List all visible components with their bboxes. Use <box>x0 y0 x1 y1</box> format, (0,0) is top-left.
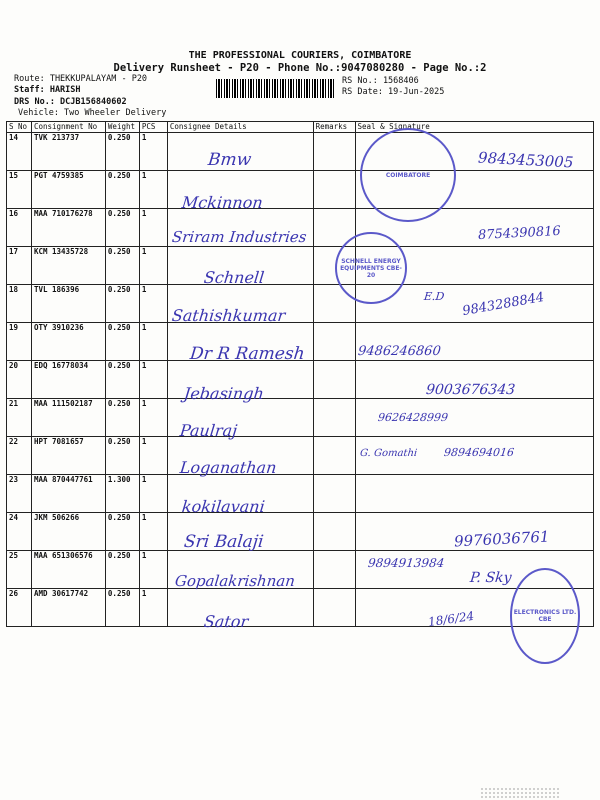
row-sno: 17 <box>7 247 32 285</box>
row-remarks <box>313 361 355 399</box>
drs-number: DRS No.: DCJB156840602 <box>14 97 127 107</box>
row-pcs: 1 <box>139 513 167 551</box>
row-weight: 0.250 <box>105 133 139 171</box>
row-weight: 0.250 <box>105 513 139 551</box>
row-weight: 1.300 <box>105 475 139 513</box>
row-remarks <box>313 475 355 513</box>
row-pcs: 1 <box>139 589 167 627</box>
row-weight: 0.250 <box>105 209 139 247</box>
row-remarks <box>313 437 355 475</box>
rs-number: RS No.: 1568406 <box>342 76 419 86</box>
row-weight: 0.250 <box>105 171 139 209</box>
handwritten-name: Mckinnon <box>181 193 264 212</box>
row-consignment: KCM 13435728 <box>31 247 105 285</box>
row-pcs: 1 <box>139 171 167 209</box>
handwritten-phone: 9626428999 <box>377 411 449 424</box>
table-row <box>7 399 594 437</box>
handwritten-name: Sator <box>203 612 250 631</box>
col-consignee: Consignee Details <box>167 122 313 133</box>
row-signature <box>355 475 593 513</box>
row-sno: 19 <box>7 323 32 361</box>
table-row <box>7 589 594 627</box>
handwritten-phone: 9894913984 <box>367 556 446 570</box>
row-weight: 0.250 <box>105 361 139 399</box>
handwritten-phone: 9486246860 <box>357 344 442 359</box>
row-pcs: 1 <box>139 399 167 437</box>
row-pcs: 1 <box>139 437 167 475</box>
row-consignment: HPT 7081657 <box>31 437 105 475</box>
row-weight: 0.250 <box>105 247 139 285</box>
row-remarks <box>313 171 355 209</box>
row-pcs: 1 <box>139 475 167 513</box>
row-pcs: 1 <box>139 209 167 247</box>
row-remarks <box>313 513 355 551</box>
rs-date: RS Date: 19-Jun-2025 <box>342 87 445 97</box>
row-pcs: 1 <box>139 133 167 171</box>
handwritten-name: Gopalakrishnan <box>174 572 296 590</box>
row-pcs: 1 <box>139 247 167 285</box>
row-weight: 0.250 <box>105 589 139 627</box>
row-sno: 21 <box>7 399 32 437</box>
col-sno: S No <box>7 122 32 133</box>
row-consignment: MAA 710176278 <box>31 209 105 247</box>
row-sno: 23 <box>7 475 32 513</box>
col-weight: Weight <box>105 122 139 133</box>
row-sno: 15 <box>7 171 32 209</box>
handwritten-phone: 9843288844 <box>461 289 546 320</box>
row-weight: 0.250 <box>105 323 139 361</box>
row-sno: 14 <box>7 133 32 171</box>
route-info: Route: THEKKUPALAYAM - P20 <box>14 74 148 84</box>
handwritten-signature: G. Gomathi <box>359 448 418 459</box>
handwritten-name: Jebasingh <box>183 384 265 403</box>
handwritten-phone: 9003676343 <box>425 382 516 398</box>
col-consignment: Consignment No <box>31 122 105 133</box>
row-consignment: TVK 213737 <box>31 133 105 171</box>
row-consignment: MAA 111502187 <box>31 399 105 437</box>
row-remarks <box>313 399 355 437</box>
handwritten-name: Bmw <box>206 150 253 170</box>
table-row <box>7 171 594 209</box>
company-title: THE PROFESSIONAL COURIERS, COIMBATORE <box>188 50 412 61</box>
handwritten-phone: 9843453005 <box>477 148 574 172</box>
handwritten-name: Dr R Ramesh <box>188 344 306 364</box>
handwritten-phone: 9976036761 <box>453 527 550 551</box>
barcode-image <box>216 79 334 98</box>
handwritten-signature: E.D <box>423 290 446 303</box>
handwritten-phone: 9894694016 <box>443 446 515 459</box>
row-consignment: JKM 506266 <box>31 513 105 551</box>
row-sno: 20 <box>7 361 32 399</box>
handwritten-name: Loganathan <box>179 458 278 477</box>
col-remarks: Remarks <box>313 122 355 133</box>
row-remarks <box>313 589 355 627</box>
row-consignment: MAA 870447761 <box>31 475 105 513</box>
row-weight: 0.250 <box>105 437 139 475</box>
handwritten-name: Schnell <box>203 268 266 287</box>
handwritten-name: Sri Balaji <box>182 532 265 552</box>
handwritten-name: kokilavani <box>181 497 266 516</box>
vehicle-info: Vehicle: Two Wheeler Delivery <box>18 108 167 118</box>
row-remarks <box>313 133 355 171</box>
handwritten-signature: 18/6/24 <box>427 608 476 630</box>
row-sno: 22 <box>7 437 32 475</box>
table-row <box>7 475 594 513</box>
handwritten-phone: 8754390816 <box>477 223 562 244</box>
row-pcs: 1 <box>139 361 167 399</box>
handwritten-name: Sriram Industries <box>171 228 308 246</box>
handwritten-name: Paulraj <box>179 421 239 440</box>
row-consignment: TVL 186396 <box>31 285 105 323</box>
row-pcs: 1 <box>139 323 167 361</box>
handwritten-signature: P. Sky <box>469 570 513 586</box>
handwritten-name: Sathishkumar <box>171 306 287 325</box>
col-pcs: PCS <box>139 122 167 133</box>
electronics-stamp: ELECTRONICS LTD. CBE <box>510 568 580 664</box>
col-signature: Seal & Signature <box>355 122 593 133</box>
row-consignment: AMD 30617742 <box>31 589 105 627</box>
table-row <box>7 247 594 285</box>
row-sno: 18 <box>7 285 32 323</box>
row-weight: 0.250 <box>105 399 139 437</box>
schnell-stamp: SCHNELL ENERGY EQUIPMENTS CBE-20 <box>335 232 407 304</box>
row-consignment: PGT 4759385 <box>31 171 105 209</box>
row-weight: 0.250 <box>105 551 139 589</box>
row-consignment: OTY 3910236 <box>31 323 105 361</box>
row-sno: 25 <box>7 551 32 589</box>
row-pcs: 1 <box>139 285 167 323</box>
table-header-row <box>7 122 594 133</box>
row-consignment: MAA 651306576 <box>31 551 105 589</box>
row-sno: 16 <box>7 209 32 247</box>
row-weight: 0.250 <box>105 285 139 323</box>
row-sno: 24 <box>7 513 32 551</box>
row-consignment: EDQ 16778034 <box>31 361 105 399</box>
row-remarks <box>313 551 355 589</box>
row-pcs: 1 <box>139 551 167 589</box>
row-sno: 26 <box>7 589 32 627</box>
company-stamp: COIMBATORE <box>360 128 456 222</box>
staff-info: Staff: HARISH <box>14 85 81 95</box>
scan-artifact <box>480 787 560 800</box>
runsheet-subtitle: Delivery Runsheet - P20 - Phone No.:9047080280 - Page No.:2 <box>113 62 487 74</box>
runsheet-table <box>6 121 594 630</box>
row-remarks <box>313 323 355 361</box>
